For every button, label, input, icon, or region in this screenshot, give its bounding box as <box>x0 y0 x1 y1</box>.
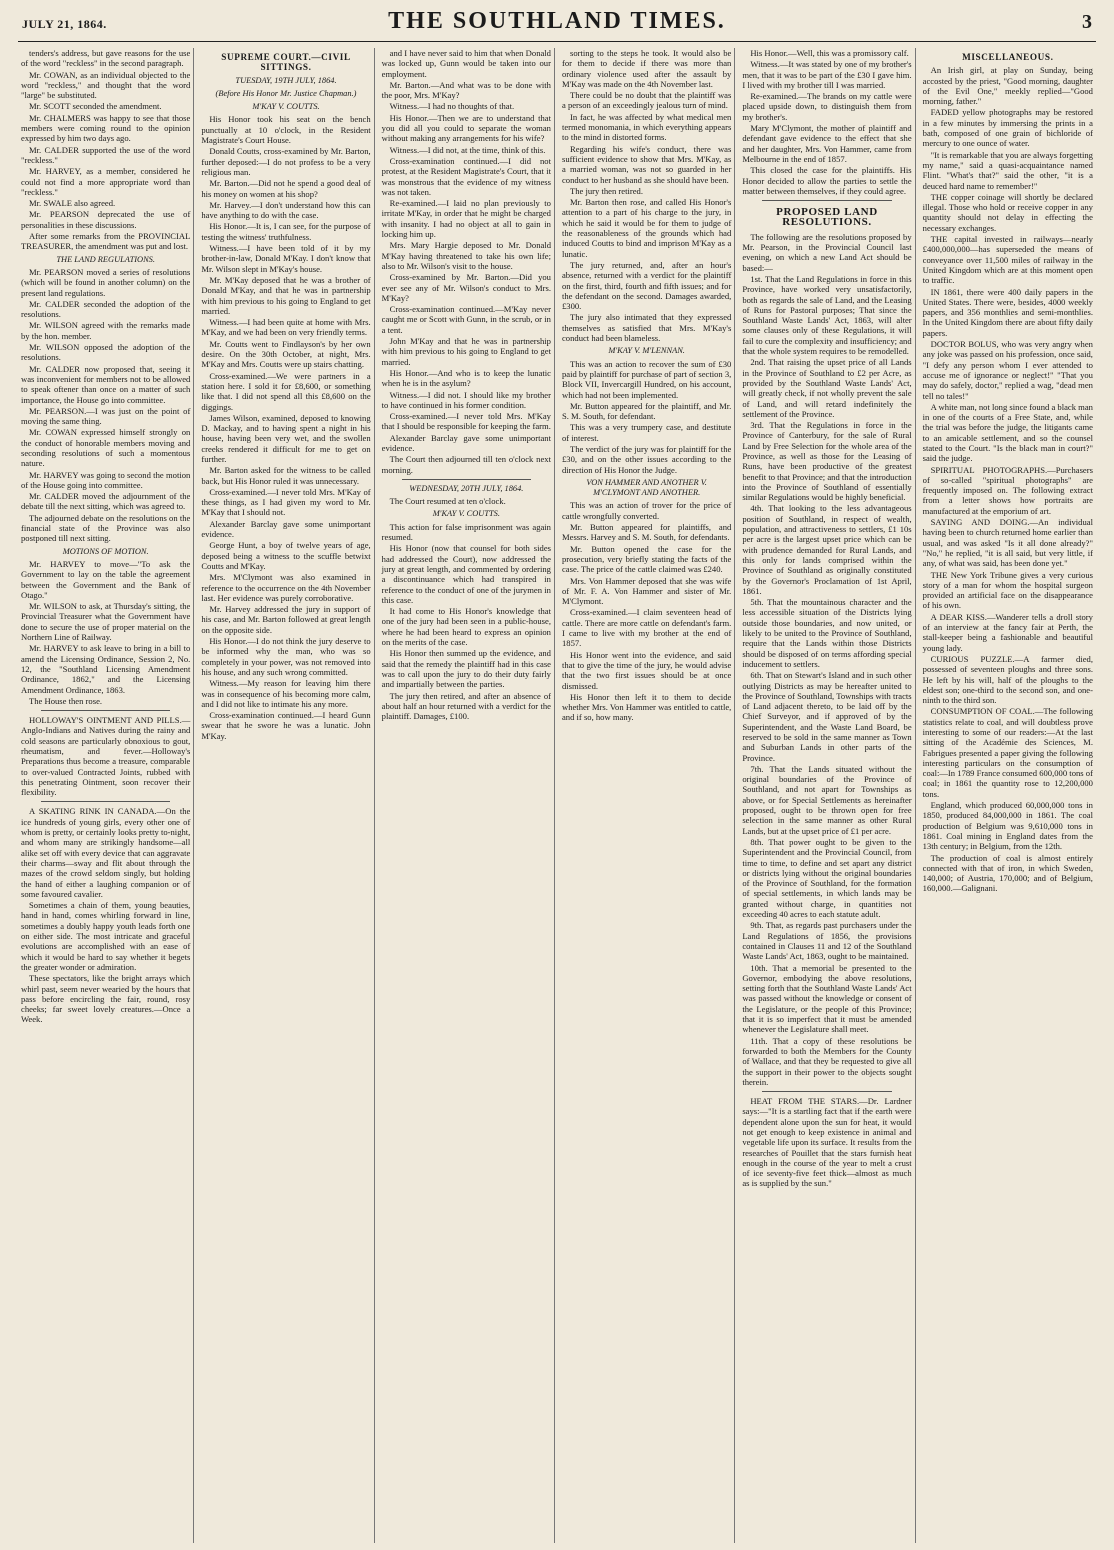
paragraph: His Honor (now that counsel for both sides had addressed the Court), now addressed the jury at great length, and commented by ordering a discontinuance which had transpired in reference to the conduct of one of the jurymen in this case. <box>381 543 551 605</box>
paragraph: A white man, not long since found a black man in one of the courts of a Free State, and, while the trial was before the judge, the litigants came to an amicable settlement, and so the counsel stated to the Court. "Is the black man in court?" said the judge. <box>922 401 1093 464</box>
paragraph: His Honor took his seat on the bench punctually at 10 o'clock, in the Resident Magistrate's Court House. <box>201 114 371 146</box>
paragraph: Mr. WILSON opposed the adoption of the resolutions. <box>21 342 191 363</box>
paragraph: Mr. CALDER seconded the adoption of the resolutions. <box>21 298 191 320</box>
paragraph: Mr. Barton.—Did not he spend a good deal of his money on women at his shop? <box>201 178 371 199</box>
paragraph: George Hunt, a boy of twelve years of age, deposed being a witness to the scuffle betwixt Coutts and M'Kay. <box>201 540 371 571</box>
paragraph: Witness.—I had no thoughts of that. <box>389 101 515 112</box>
paragraph: England, which produced 60,000,000 tons in 1850, produced 84,000,000 in 1861. The coal production of Belgium was 9,610,000 tons in 1861. Coal mining in England dates from the 13th century; in Belgium, from the 12th. <box>922 800 1093 852</box>
paragraph: The House then rose. <box>29 695 103 706</box>
resolution: 5th. That the mountainous character and the less accessible situation of the Districts lying outside those boundaries, and now united, or likely to be united to the Province of Southland, require that the Lands within those Districts should be disposed of on terms affording special inducement to settlers. <box>742 597 912 669</box>
paragraph: THE capital invested in railways—nearly £400,000,000—has superseded the means of conveyance over 11,500 miles of railway in the United Kingdom which are at this moment open to traffic. <box>922 234 1093 286</box>
section-heading: MISCELLANEOUS. <box>962 52 1054 62</box>
paragraph: His Honor.—And who is to keep the lunatic when he is in the asylum? <box>381 367 551 389</box>
resolution: 2nd. That raising the upset price of all Lands in the Province of Southland to £2 per Acre, as provided by the Southland Waste Lands' Act, will greatly check, if not wholly prevent the sale of Land, and will retard indefinitely the settlement of the Province. <box>742 357 912 419</box>
paragraph: A DEAR KISS.—Wanderer tells a droll story of an interview at the fancy fair at Perth, the stall-keeper being a fashionable and beautiful young lady. <box>922 611 1093 653</box>
paragraph: Mr. SWALE also agreed. <box>29 198 116 209</box>
paragraph: Witness.—My reason for leaving him there was in consequence of his becoming more calm, and I did not like to intimate his any more. <box>201 678 371 709</box>
paragraph: Donald Coutts, cross-examined by Mr. Barton, further deposed:—I do not profess to be a very religious man. <box>201 146 371 177</box>
resolution: 1st. That the Land Regulations in force in this Province, have worked very unsatisfactorily, both as regards the sale of Land, and the Leasing of Runs for Pastoral purposes; That since the Southland Waste Lands' Act, 1863, will alter some clauses only of these Regulations, it will fail to cure the complexity and insufficiency; and that the whole system requires to be remodelled. <box>742 273 912 357</box>
paragraph: An Irish girl, at play on Sunday, being accosted by the priest, "Good morning, daughter of the Evil One," meekly replied—"Good morning, father." <box>922 65 1093 107</box>
case-title: VON HAMMER AND ANOTHER V. M'CLYMONT AND ANOTHER. <box>586 477 707 498</box>
paragraph: Mary M'Clymont, the mother of plaintiff and defendant gave evidence to the effect that she and her daughter, Mrs. Von Hammer, came from Melbourne in the end of 1857. <box>742 123 912 164</box>
paragraph: and I have never said to him that when Donald was locked up, Gunn would be taken into our employment. <box>381 48 551 79</box>
paragraph: Mr. HARVEY was going to second the motion of the House going into committee. <box>21 469 191 490</box>
paragraph: John M'Kay and that he was in partnership with him previous to his going to England to get married. <box>381 336 551 367</box>
paragraph: This action for false imprisonment was again resumed. <box>381 521 551 543</box>
paragraph: Mr. Barton then rose, and called His Honor's attention to a part of his charge to the jury, in which he said it would be for them to judge of the reasonableness of the grounds which had induced Coutts to bind and imprison M'Kay as a lunatic. <box>561 197 732 259</box>
column-grid <box>18 48 1096 1543</box>
paragraph: Witness.—It was stated by one of my brother's men, that it was to be part of the £30 I gave him. I lived with my brother till I was married. <box>742 59 912 90</box>
paragraph: CURIOUS PUZZLE.—A farmer died, possessed of seventeen ploughs and three sons. He left by his will, half of the ploughs to the eldest son; one-third to the second son, and one-ninth to the third son. <box>922 653 1093 706</box>
paragraph: HOLLOWAY'S OINTMENT AND PILLS.—Anglo-Indians and Natives during the rainy and cold seasons are particularly obnoxious to gout, rheumatism, and fever.—Holloway's Preparations thus become a treasure, comparable to over-valued Contracted Joints, rubbed with this penetrating Ointment, soon recover their flexibility. <box>21 715 191 798</box>
resolution: 8th. That power ought to be given to the Superintendent and the Provincial Council, from time to time, to define and set apart any district or districts lying without the original boundaries of the Province of Southland, for the formation of special settlements, in which lands may be granted without charge, in quantities not exceeding 40 acres to each statute adult. <box>742 836 912 920</box>
paragraph: The following are the resolutions proposed by Mr. Pearson, in the Provincial Council last evening, on which a new Land Act should be based:— <box>742 231 912 273</box>
divider <box>41 710 170 711</box>
paragraph: DOCTOR BOLUS, who was very angry when any joke was passed on his profession, once said, "I defy any person whom I ever attended to accuse me of ignorance or neglect!" "That you may do safely, doctor," replied a wag, "dead men tell no tales!" <box>922 339 1093 401</box>
resolution: 6th. That on Stewart's Island and in such other outlying Districts as may be hereafter united to the Province of Southland, Townships with tracts of Land adjacent thereto, to be laid off by the Chief Surveyor, and if approved of by the Superintendent, and the Waste Land Board, be reserved to be sold in the same manner as Town and Suburban Lands in other parts of the Province. <box>742 670 912 763</box>
paragraph: Mr. HARVEY to ask leave to bring in a bill to amend the Licensing Ordinance, Session 2, No. 12, the "Southland Licensing Amendment Ordinance, 1862," and the Licensing Amendment Ordinance, 1863. <box>21 643 191 695</box>
paragraph: Mr. PEARSON deprecated the use of personalities in these discussions. <box>21 209 191 230</box>
section-heading: THE LAND REGULATIONS. <box>56 254 155 264</box>
paragraph: Mr. Coutts went to Findlayson's by her own desire. On the 30th October, at night, Mrs. M'Kay and Mrs. Coutts were up stairs chatting. <box>201 338 371 370</box>
resolution: 10th. That a memorial be presented to the Governor, embodying the above resolutions, setting forth that the Southland Waste Lands' Act was passed without the knowledge or consent of the Legislature, or the people of this Province; that it is so imperfect that it must be amended whenever the Legislature shall meet. <box>742 962 912 1035</box>
paragraph: Regarding his wife's conduct, there was sufficient evidence to show that Mrs. M'Kay, as a married woman, was not so guarded in her conduct to her husband as she should have been. <box>561 143 732 185</box>
paragraph: FADED yellow photographs may be restored in a few minutes by immersing the prints in a bath, composed of one grain of bichloride of mercury to one ounce of water. <box>922 107 1093 149</box>
paragraph: It had come to His Honor's knowledge that one of the jury had been seen in a public-house, where he had been heard to express an opinion on the merits of the case. <box>381 606 551 648</box>
paragraph: Mr. PEARSON.—I was just on the point of moving the same thing. <box>21 405 191 427</box>
resolution: 11th. That a copy of these resolutions be forwarded to both the Members for the County of Wallace, and that they be requested to give all the support in their power to the objects sought therein. <box>742 1035 912 1087</box>
resolution: 9th. That, as regards past purchasers under the Land Regulations of 1856, the provisions contained in Clauses 11 and 12 of the Southland Waste Lands' Act, 1863, ought to be maintained. <box>742 920 912 962</box>
paragraph: In fact, he was affected by what medical men termed monomania, in which everything appears to the mind in distorted forms. <box>561 111 732 143</box>
paragraph: HEAT FROM THE STARS.—Dr. Lardner says:—"It is a startling fact that if the earth were dependent alone upon the sun for heat, it would not get enough to keep existence in animal and vegetable life upon its surface. It results from the researches of Pouillet that the stars furnish heat enough in the course of the year to melt a crust of ice seventy-five feet thick—almost as much as is supplied by the sun." <box>742 1096 912 1189</box>
divider <box>762 200 891 201</box>
section-heading: PROPOSED LAND RESOLUTIONS. <box>776 206 878 229</box>
paragraph: His Honor went into the evidence, and said that to give the time of the jury, he would advise that the two first issues should be at once dismissed. <box>561 649 732 691</box>
resolution: 3rd. That the Regulations in force in the Province of Canterbury, for the sale of Rural Land by Free Selection for the whole area of the Province, as well as those for the Leasing of Runs, have been productive of the greatest benefit to that Province; and that the introduction into the Province of Southland of essentially similar Regulations would be highly beneficial. <box>742 420 912 503</box>
column-1 <box>18 48 194 1543</box>
paragraph: The jury also intimated that they expressed themselves as satisfied that Mrs. M'Kay's conduct had been blameless. <box>561 312 732 344</box>
paragraph: Alexander Barclay gave some unimportant evidence. <box>201 518 371 540</box>
resolution: 4th. That looking to the less advantageous position of Southland, in respect of wealth, population, and attractiveness to settlers, £1 10s per acre is the largest upset price which can be with prudence demanded for Rural Lands, and this only for lands comprised within the Province of Southland as originally constituted by the Governor's Proclamation of 1st April, 1861. <box>742 503 912 596</box>
paragraph: Mr. Harvey.—I don't understand how this can have anything to do with the case. <box>201 199 371 221</box>
date-line: WEDNESDAY, 20TH JULY, 1864. <box>409 483 524 493</box>
case-title: M'KAY V. M'LENNAN. <box>608 346 685 356</box>
divider <box>402 479 531 480</box>
paragraph: The jury then retired, and after an absence of about half an hour returned with a verdict for the plaintiff. Damages, £100. <box>381 690 551 722</box>
paragraph: His Honor then left it to them to decide whether Mrs. Von Hammer was entitled to cattle, and if so, how many. <box>561 691 732 723</box>
paragraph: This was an action of trover for the price of cattle wrongfully converted. <box>561 500 732 521</box>
divider <box>762 1091 891 1092</box>
paragraph: IN 1861, there were 400 daily papers in the United States. There were, besides, 4000 weekly papers, and 356 monthlies and semi-monthlies. In the United Kingdom there are about fifty daily papers. <box>922 286 1093 338</box>
paragraph: Mr. COWAN expressed himself strongly on the conduct of honorable members moving and seconding resolutions of such a momentous nature. <box>21 427 191 469</box>
page-number: 3 <box>1082 11 1092 33</box>
paragraph: Cross-examination continued.—I heard Gunn swear that he swore he was a lunatic. John M'Kay. <box>201 710 371 741</box>
date-line: TUESDAY, 19TH JULY, 1864. <box>235 75 337 85</box>
paragraph: Cross-examined.—I claim seventeen head of cattle. There are more cattle on defendant's farm. I came to live with my brother at the end of 1857. <box>561 607 732 649</box>
paragraph: A SKATING RINK IN CANADA.—On the ice hundreds of young girls, every other one of whom is pretty, or certainly looks pretty to-night, and whom many are strikingly handsome—all alike set off with every device that can aggravate their charms—sway and flit about through the mazes of the crowd seldom singly, but holding the hand of either a laughing companion or of some favoured cavalier. <box>21 806 191 899</box>
paragraph: Sometimes a chain of them, young beauties, hand in hand, comes whirling forward in line, sometimes a doubly happy youth leads forth one on either side. The most intricate and graceful evolutions are accomplished with an ease of which it would be hard to say whether it begets the greater wonder or admiration. <box>21 900 191 972</box>
column-4 <box>559 48 735 1543</box>
paragraph: tenders's address, but gave reasons for the use of the word "reckless" in the second paragraph. <box>21 48 191 69</box>
paragraph: These spectators, like the bright arrays which whirl past, seem never wearied by the hours that pass before encircling the fair, round, rosy cheeks; far sweet lovely creatures.—Once a Week. <box>21 973 191 1025</box>
paragraph: The verdict of the jury was for plaintiff for the £30, and on the other issues according to the direction of His Honor the Judge. <box>561 443 732 475</box>
paragraph: Cross-examination continued.—M'Kay never caught me or Scott with Gunn, in the scrub, or in a tent. <box>381 304 551 335</box>
paragraph: Mr. WILSON to ask, at Thursday's sitting, the Provincial Treasurer what the Government have done to secure the use of proper material on the Northern Line of Railway. <box>21 601 191 643</box>
paragraph: Mr. WILSON agreed with the remarks made by the hon. member. <box>21 320 191 341</box>
paragraph: Cross-examined.—We were partners in a station here. I sold it for £8,600, or something like that. I did not spend all this £8,600 on the diggings. <box>201 370 371 412</box>
case-title: M'KAY V. COUTTS. <box>252 102 320 112</box>
column-5 <box>739 48 915 1543</box>
resolution: 7th. That the Lands situated without the original boundaries of the Province of Southland, and not apart for Townships as above, or for Special Settlements as hereinafter proposed, ought to be thrown open for free selection in the same manner as other Rural Lands, but at the upset price of £1 per acre. <box>742 763 912 836</box>
paragraph: Mr. M'Kay deposed that he was a brother of Donald M'Kay, and that he was in partnership with him previous to his going to England to get married. <box>201 274 371 316</box>
paragraph: The jury then retired. <box>569 185 644 196</box>
paragraph: SPIRITUAL PHOTOGRAPHS.—Purchasers of so-called "spiritual photographs" are frequently imposed on. The following extract from a letter shows how portraits are manufactured at the emporium of art. <box>922 464 1093 516</box>
paragraph: sorting to the steps he took. It would also be for them to decide if there was more than ordinary violence used after the assault by M'Kay was made on the 4th November last. <box>561 48 732 89</box>
case-title: M'KAY V. COUTTS. <box>432 509 500 519</box>
paragraph: The adjourned debate on the resolutions on the financial state of the Province was also postponed till next sitting. <box>21 512 191 544</box>
paragraph: His Honor.—Well, this was a promissory calf. <box>750 48 909 58</box>
paragraph: Mr. HARVEY, as a member, considered he could not find a more appropriate word than "reckless." <box>21 166 191 197</box>
section-heading: MOTIONS OF MOTION. <box>62 546 149 556</box>
paragraph: Mr. Button appeared for plaintiffs, and Messrs. Harvey and S. M. South, for defendants. <box>561 522 732 543</box>
issue-date: JULY 21, 1864. <box>22 17 107 31</box>
paragraph: Re-examined.—The brands on my cattle were placed upside down, to distinguish them from my brother's. <box>742 91 912 122</box>
paragraph: Alexander Barclay gave some unimportant evidence. <box>381 432 551 453</box>
paragraph: There could be no doubt that the plaintiff was a person of an exceedingly jealous turn of mind. <box>561 90 732 111</box>
paragraph: Mr. CHALMERS was happy to see that those members were coming round to the opinion expressed by him two days ago. <box>21 112 191 144</box>
paragraph: Witness.—I have been told of it by my brother-in-law, Donald M'Kay. I don't know that Mr. Wilson slept in M'Kay's house. <box>201 243 371 274</box>
paragraph: Mrs. Von Hammer deposed that she was wife of Mr. F. A. Von Hammer and sister of Mr. M'Clymont. <box>561 575 732 607</box>
paragraph: Cross-examined.—I never told Mrs. M'Kay that I should be responsible for keeping the farm. <box>381 411 551 432</box>
paragraph: Mr. Barton asked for the witness to be called back, but His Honor ruled it was unnecessary. <box>201 465 371 486</box>
section-heading: SUPREME COURT.—CIVIL SITTINGS. <box>221 52 351 73</box>
paragraph: Mr. Barton.—And what was to be done with the poor, Mrs. M'Kay? <box>381 79 551 101</box>
paragraph: His Honor.—I do not think the jury deserve to be informed why the man, who was so completely in your power, was not removed into his house, and any such wrong committed. <box>201 636 371 677</box>
paragraph: Mr. SCOTT seconded the amendment. <box>29 101 162 112</box>
paragraph: The Court then adjourned till ten o'clock next morning. <box>381 454 551 475</box>
paragraph: Mr. CALDER now proposed that, seeing it was inconvenient for members not to be allowed to speak oftener than once on a matter of such importance, the House go into committee. <box>21 363 191 405</box>
paragraph: Cross-examined by Mr. Barton.—Did you ever see any of Mr. Wilson's conduct to Mrs. M'Kay? <box>381 272 551 303</box>
paragraph: "It is remarkable that you are always forgetting my name," said a quasi-acquaintance named Flint. "What's that?" said the other, "it is a deuced hard name to remember!" <box>922 149 1093 191</box>
paragraph: Mr. CALDER supported the use of the word "reckless." <box>21 144 191 165</box>
paragraph: Witness.—I had been quite at home with Mrs. M'Kay, and we had been on very friendly terms. <box>201 317 371 338</box>
paragraph: Mrs. Mary Hargie deposed to Mr. Donald M'Kay having threatened to take his own life; also to Mr. Wilson's visit to the house. <box>381 240 551 271</box>
paragraph: Witness.—I did not. I should like my brother to have continued in his former condition. <box>381 389 551 410</box>
paragraph: Mrs. M'Clymont was also examined in reference to the occurrence on the 4th November last. Her evidence was purely corroborative. <box>201 572 371 603</box>
paragraph: Mr. Harvey addressed the jury in support of his case, and Mr. Barton followed at great length on the opposite side. <box>201 604 371 635</box>
paragraph: Mr. PEARSON moved a series of resolutions (which will be found in another column) on the present land regulations. <box>21 266 191 298</box>
paragraph: CONSUMPTION OF COAL.—The following statistics relate to coal, and will doubtless prove interesting to some of our readers:—At the last sitting of the Académie des Sciences, M. Fabrigues presented a paper giving the following interesting particulars on the consumption of coal:—In 1789 France consumed 600,000 tons of coal; in 1861 the quantity rose to 12,200,000 tons. <box>922 706 1093 799</box>
newspaper-title: THE SOUTHLAND TIMES. <box>388 8 726 34</box>
paragraph: Mr. COWAN, as an individual objected to the word "reckless," and thought that the word "large" be substituted. <box>21 69 191 101</box>
paragraph: This was a very trumpery case, and destitute of interest. <box>561 422 732 443</box>
page-header <box>18 8 1096 42</box>
paragraph: This closed the case for the plaintiffs. His Honor decided to allow the parties to settle the matter between themselves, if they could agree. <box>742 165 912 196</box>
paragraph: THE copper coinage will shortly be declared illegal. Those who hold or receive copper in any quantity should not delay in effecting the necessary exchanges. <box>922 191 1093 233</box>
paragraph: SAYING AND DOING.—An individual having been to church returned home earlier than usual, and was asked "Is it all done already?" "No," he replied, "it is all said, but very little, if any, of what was said, has been done yet." <box>922 517 1093 569</box>
paragraph: THE New York Tribune gives a very curious story of a man for whom the hospital surgeon provided an artificial face on the disappearance of his own. <box>922 569 1093 611</box>
column-3 <box>379 48 555 1543</box>
paragraph: Mr. Button appeared for the plaintiff, and Mr. S. M. South, for defendant. <box>561 400 732 422</box>
paragraph: The production of coal is almost entirely connected with that of iron, in which Sweden, 140,000; of Austria, 170,000; and of Belgium, 160,000.—Galignani. <box>922 852 1093 894</box>
paragraph: Mr. CALDER moved the adjournment of the debate till the next sitting, which was agreed to. <box>21 491 191 512</box>
paragraph: Cross-examined.—I never told Mrs. M'Kay of these things, as I had given my word to Mr. M'Kay that I should not. <box>201 486 371 518</box>
judge-line: (Before His Honor Mr. Justice Chapman.) <box>215 88 357 98</box>
paragraph: The Court resumed at ten o'clock. <box>389 496 506 507</box>
divider <box>41 801 170 802</box>
paragraph: This was an action to recover the sum of £30 paid by plaintiff for purchase of part of section 3, Block VII, Invercargill Hundred, on his account, which had not been implemented. <box>561 358 732 400</box>
paragraph: His Honor then summed up the evidence, and said that the remedy the plaintiff had in this case was to call upon the jury to do their duty fairly and impartially between the parties. <box>381 648 551 690</box>
paragraph: Cross-examination continued.—I did not protest, at the Resident Magistrate's Court, that it was monstrous that the evidence of my witness was not taken. <box>381 155 551 197</box>
paragraph: Mr. HARVEY to move—"To ask the Government to lay on the table the agreement between the Government and the Bank of Otago." <box>21 558 191 600</box>
column-6 <box>920 48 1096 1543</box>
paragraph: Witness.—I did not, at the time, think of this. <box>389 144 546 155</box>
paragraph: After some remarks from the PROVINCIAL TREASURER, the amendment was put and lost. <box>21 231 191 252</box>
paragraph: The jury returned, and, after an hour's absence, returned with a verdict for the plaintiff on the first, third, fourth and fifth issues; and for the defendant on the second. Damages awarded, £300. <box>561 259 732 312</box>
paragraph: His Honor.—Then we are to understand that you did all you could to separate the woman without making any arrangements for his wife? <box>381 112 551 144</box>
column-2 <box>198 48 374 1543</box>
paragraph: Mr. Button opened the case for the prosecution, very briefly stating the facts of the case. The price of the cattle claimed was £240. <box>561 543 732 575</box>
paragraph: His Honor.—It is, I can see, for the purpose of testing the witness' truthfulness. <box>201 221 371 242</box>
paragraph: James Wilson, examined, deposed to knowing D. Mackay, and to having spent a night in his house, having been very wet, and the swollen creeks rendered it difficult for me to get on further. <box>201 412 371 464</box>
paragraph: Re-examined.—I laid no plan previously to irritate M'Kay, in order that he might be charged with insanity. I had no object at all to gain in locking him up. <box>381 198 551 240</box>
